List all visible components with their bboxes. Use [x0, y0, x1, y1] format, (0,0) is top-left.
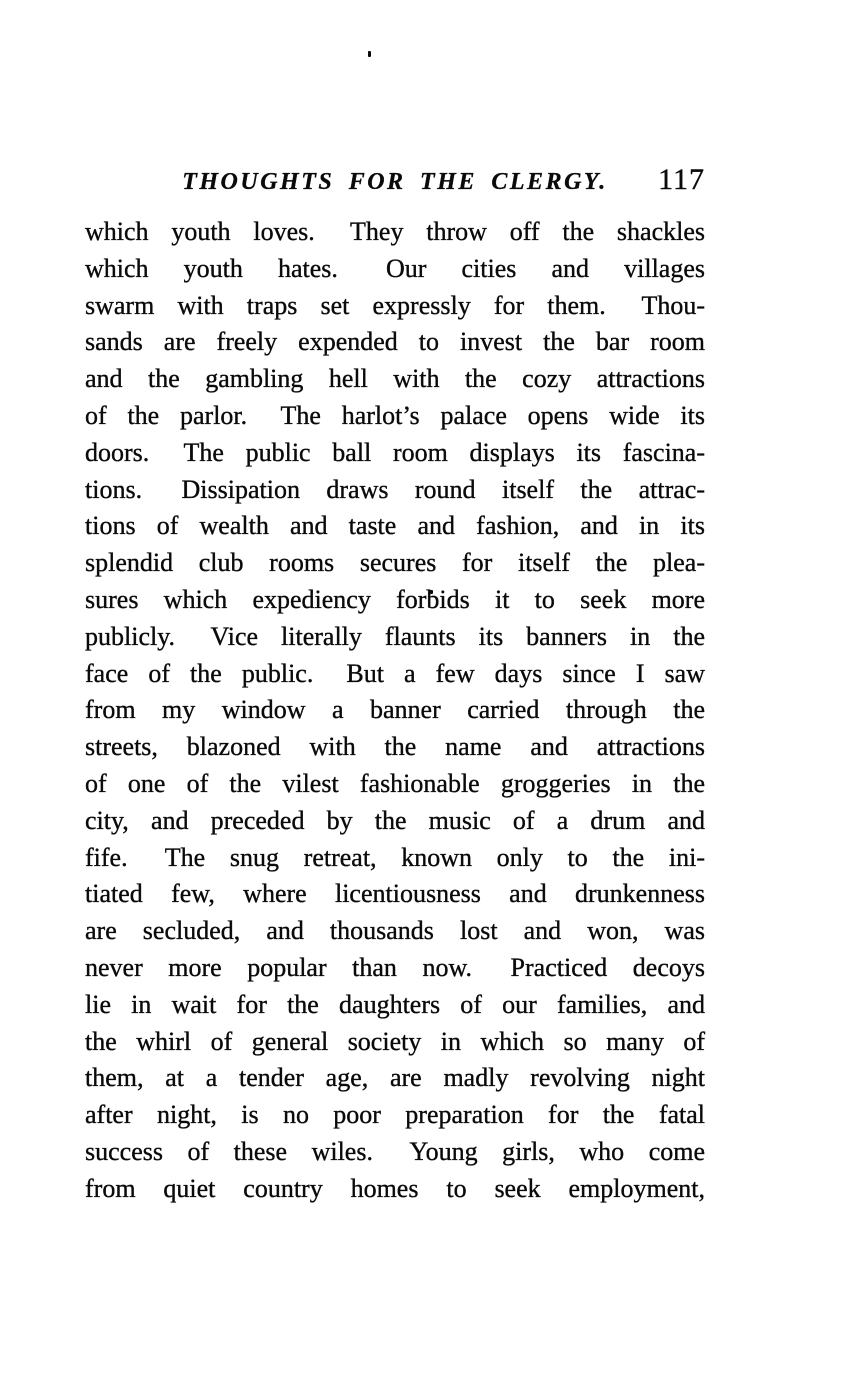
running-title: THOUGHTS FOR THE CLERGY.: [182, 169, 608, 195]
body-line: doors. The public ball room displays its fascina-: [85, 437, 705, 467]
body-line: streets, blazoned with the name and attractions: [85, 732, 705, 762]
body-line: sands are freely expended to invest the bar room: [85, 327, 705, 357]
body-line: splendid club rooms secures for itself the plea-: [85, 548, 705, 578]
body-line: are secluded, and thousands lost and won, was: [85, 916, 705, 946]
body-line: which youth hates. Our cities and villages: [85, 253, 705, 283]
scan-speck: [368, 51, 371, 57]
body-line: publicly. Vice literally flaunts its banners in the: [85, 621, 705, 651]
page-number: 117: [658, 163, 705, 196]
body-line: from quiet country homes to seek employment,: [85, 1173, 705, 1203]
body-line: city, and preceded by the music of a drum and: [85, 805, 705, 835]
body-line: fife. The snug retreat, known only to the ini-: [85, 842, 705, 872]
body-line: of the parlor. The harlot’s palace opens wide its: [85, 400, 705, 430]
body-line: of one of the vilest fashionable groggeries in the: [85, 768, 705, 798]
body-line: sures which expediency forbids it to seek more: [85, 584, 705, 614]
body-line: and the gambling hell with the cozy attractions: [85, 364, 705, 394]
body-line: face of the public. But a few days since I saw: [85, 658, 705, 688]
body-line: success of these wiles. Young girls, who come: [85, 1136, 705, 1166]
body-line: tions. Dissipation draws round itself the attrac-: [85, 474, 705, 504]
body-line: them, at a tender age, are madly revolving night: [85, 1063, 705, 1093]
body-line: lie in wait for the daughters of our families, and: [85, 989, 705, 1019]
body-line: after night, is no poor preparation for the fatal: [85, 1100, 705, 1130]
body-line: tions of wealth and taste and fashion, and in its: [85, 511, 705, 541]
body-line: never more popular than now. Practiced decoys: [85, 952, 705, 982]
body-line: which youth loves. They throw off the shackles: [85, 217, 705, 246]
body-text: [85, 214, 705, 1208]
running-head: [85, 164, 705, 200]
body-line: the whirl of general society in which so many of: [85, 1026, 705, 1056]
body-line: tiated few, where licentiousness and drunkenness: [85, 879, 705, 909]
body-line: from my window a banner carried through the: [85, 695, 705, 725]
body-line: swarm with traps set expressly for them. Thou-: [85, 290, 705, 320]
